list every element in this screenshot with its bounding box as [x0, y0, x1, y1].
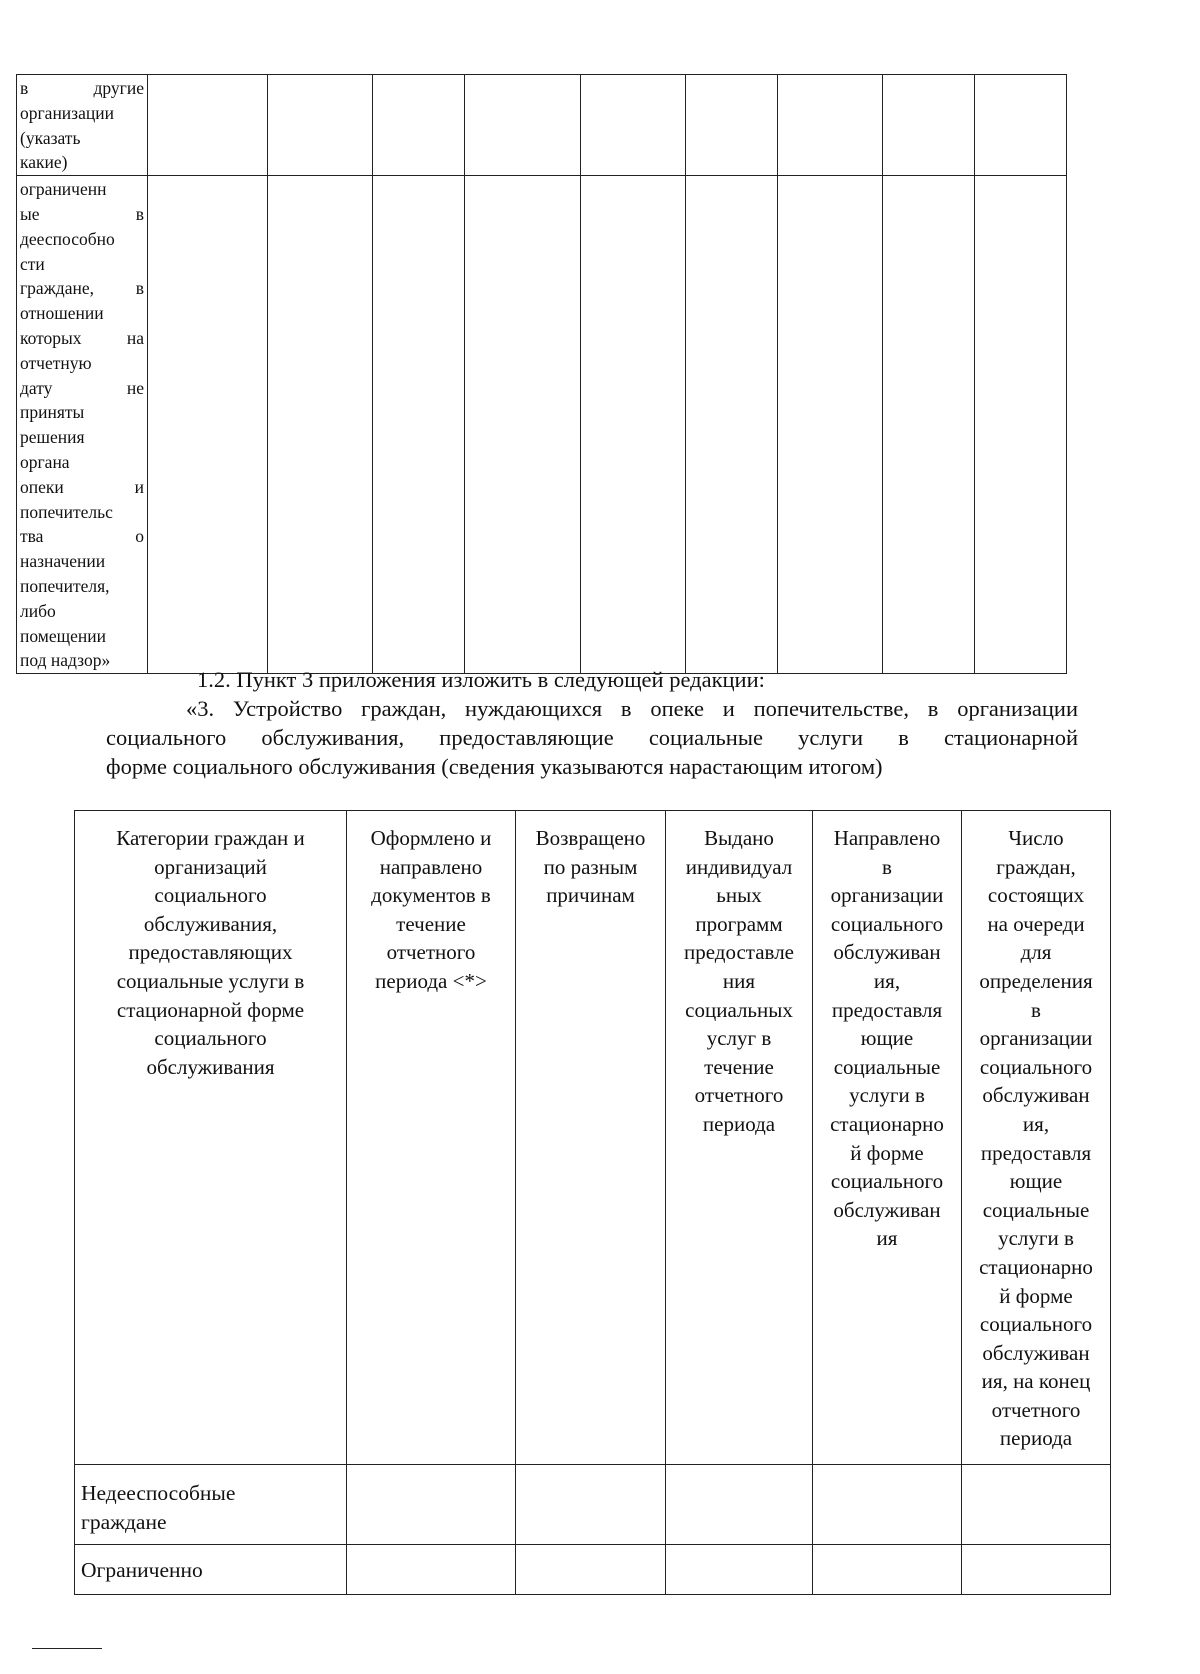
empty-cell: [883, 176, 975, 674]
top-table: [16, 74, 1067, 674]
empty-cell: [373, 75, 465, 176]
empty-cell: [813, 1465, 962, 1545]
header-documents-sent: Оформлено и направлено документов в течение отчетного периода <*>: [347, 811, 516, 1465]
header-returned: Возвращено по разным причинам: [516, 811, 666, 1465]
empty-cell: [465, 75, 581, 176]
header-queue-count: Число граждан, состоящих на очереди для определения в организации социального обслуживан ия, предоставля ющие социальные услуги в стационарно й форме социального обслуживан ия, на конец отчетного периода: [962, 811, 1111, 1465]
row-label-incapacitated: Недееспособные граждане: [75, 1465, 347, 1545]
empty-cell: [581, 75, 686, 176]
empty-cell: [962, 1465, 1111, 1545]
empty-cell: [778, 176, 883, 674]
row-label-limited: Ограниченно: [75, 1545, 347, 1595]
header-directed-to-orgs: Направлено в организации социального обслуживан ия, предоставля ющие социальные услуги в стационарно й форме социального обслуживан ия: [813, 811, 962, 1465]
top-table-row: [17, 75, 1067, 176]
table-row: [75, 1465, 1111, 1545]
empty-cell: [962, 1545, 1111, 1595]
top-row-label-limited-capacity: ограниченн ые в дееспособно сти граждане, в отношении которых на отчетную дату не приняты решения органа опеки и попечительс тва о назначении попечителя, либо помещении под надзор»: [17, 176, 148, 674]
empty-cell: [813, 1545, 962, 1595]
empty-cell: [347, 1465, 516, 1545]
amendment-paragraph-body: «3. Устройство граждан, нуждающихся в опеке и попечительстве, в организации социального обслуживания, предоставляющие социальные услуги в стационарной форме социального обслуживания (сведения указываются нарастающим итогом): [106, 696, 1078, 779]
empty-cell: [686, 176, 778, 674]
amendment-paragraph-heading: 1.2. Пункт 3 приложения изложить в следующей редакции:: [197, 667, 765, 692]
empty-cell: [778, 75, 883, 176]
empty-cell: [465, 176, 581, 674]
empty-cell: [581, 176, 686, 674]
empty-cell: [268, 176, 373, 674]
footnote-separator: [32, 1648, 102, 1649]
top-table-row: [17, 176, 1067, 674]
empty-cell: [666, 1545, 813, 1595]
top-row-label-other-orgs: в другие организации (указать какие): [17, 75, 148, 176]
empty-cell: [883, 75, 975, 176]
header-programs-issued: Выдано индивидуал ьных программ предоставле ния социальных услуг в течение отчетного периода: [666, 811, 813, 1465]
empty-cell: [666, 1465, 813, 1545]
empty-cell: [516, 1545, 666, 1595]
empty-cell: [373, 176, 465, 674]
empty-cell: [975, 176, 1067, 674]
bottom-table: [74, 810, 1111, 1595]
empty-cell: [148, 176, 268, 674]
empty-cell: [347, 1545, 516, 1595]
empty-cell: [148, 75, 268, 176]
table-row: [75, 1545, 1111, 1595]
header-categories: Категории граждан и организаций социального обслуживания, предоставляющих социальные услуги в стационарной форме социального обслуживания: [75, 811, 347, 1465]
empty-cell: [975, 75, 1067, 176]
empty-cell: [268, 75, 373, 176]
empty-cell: [516, 1465, 666, 1545]
empty-cell: [686, 75, 778, 176]
header-row: [75, 811, 1111, 1465]
